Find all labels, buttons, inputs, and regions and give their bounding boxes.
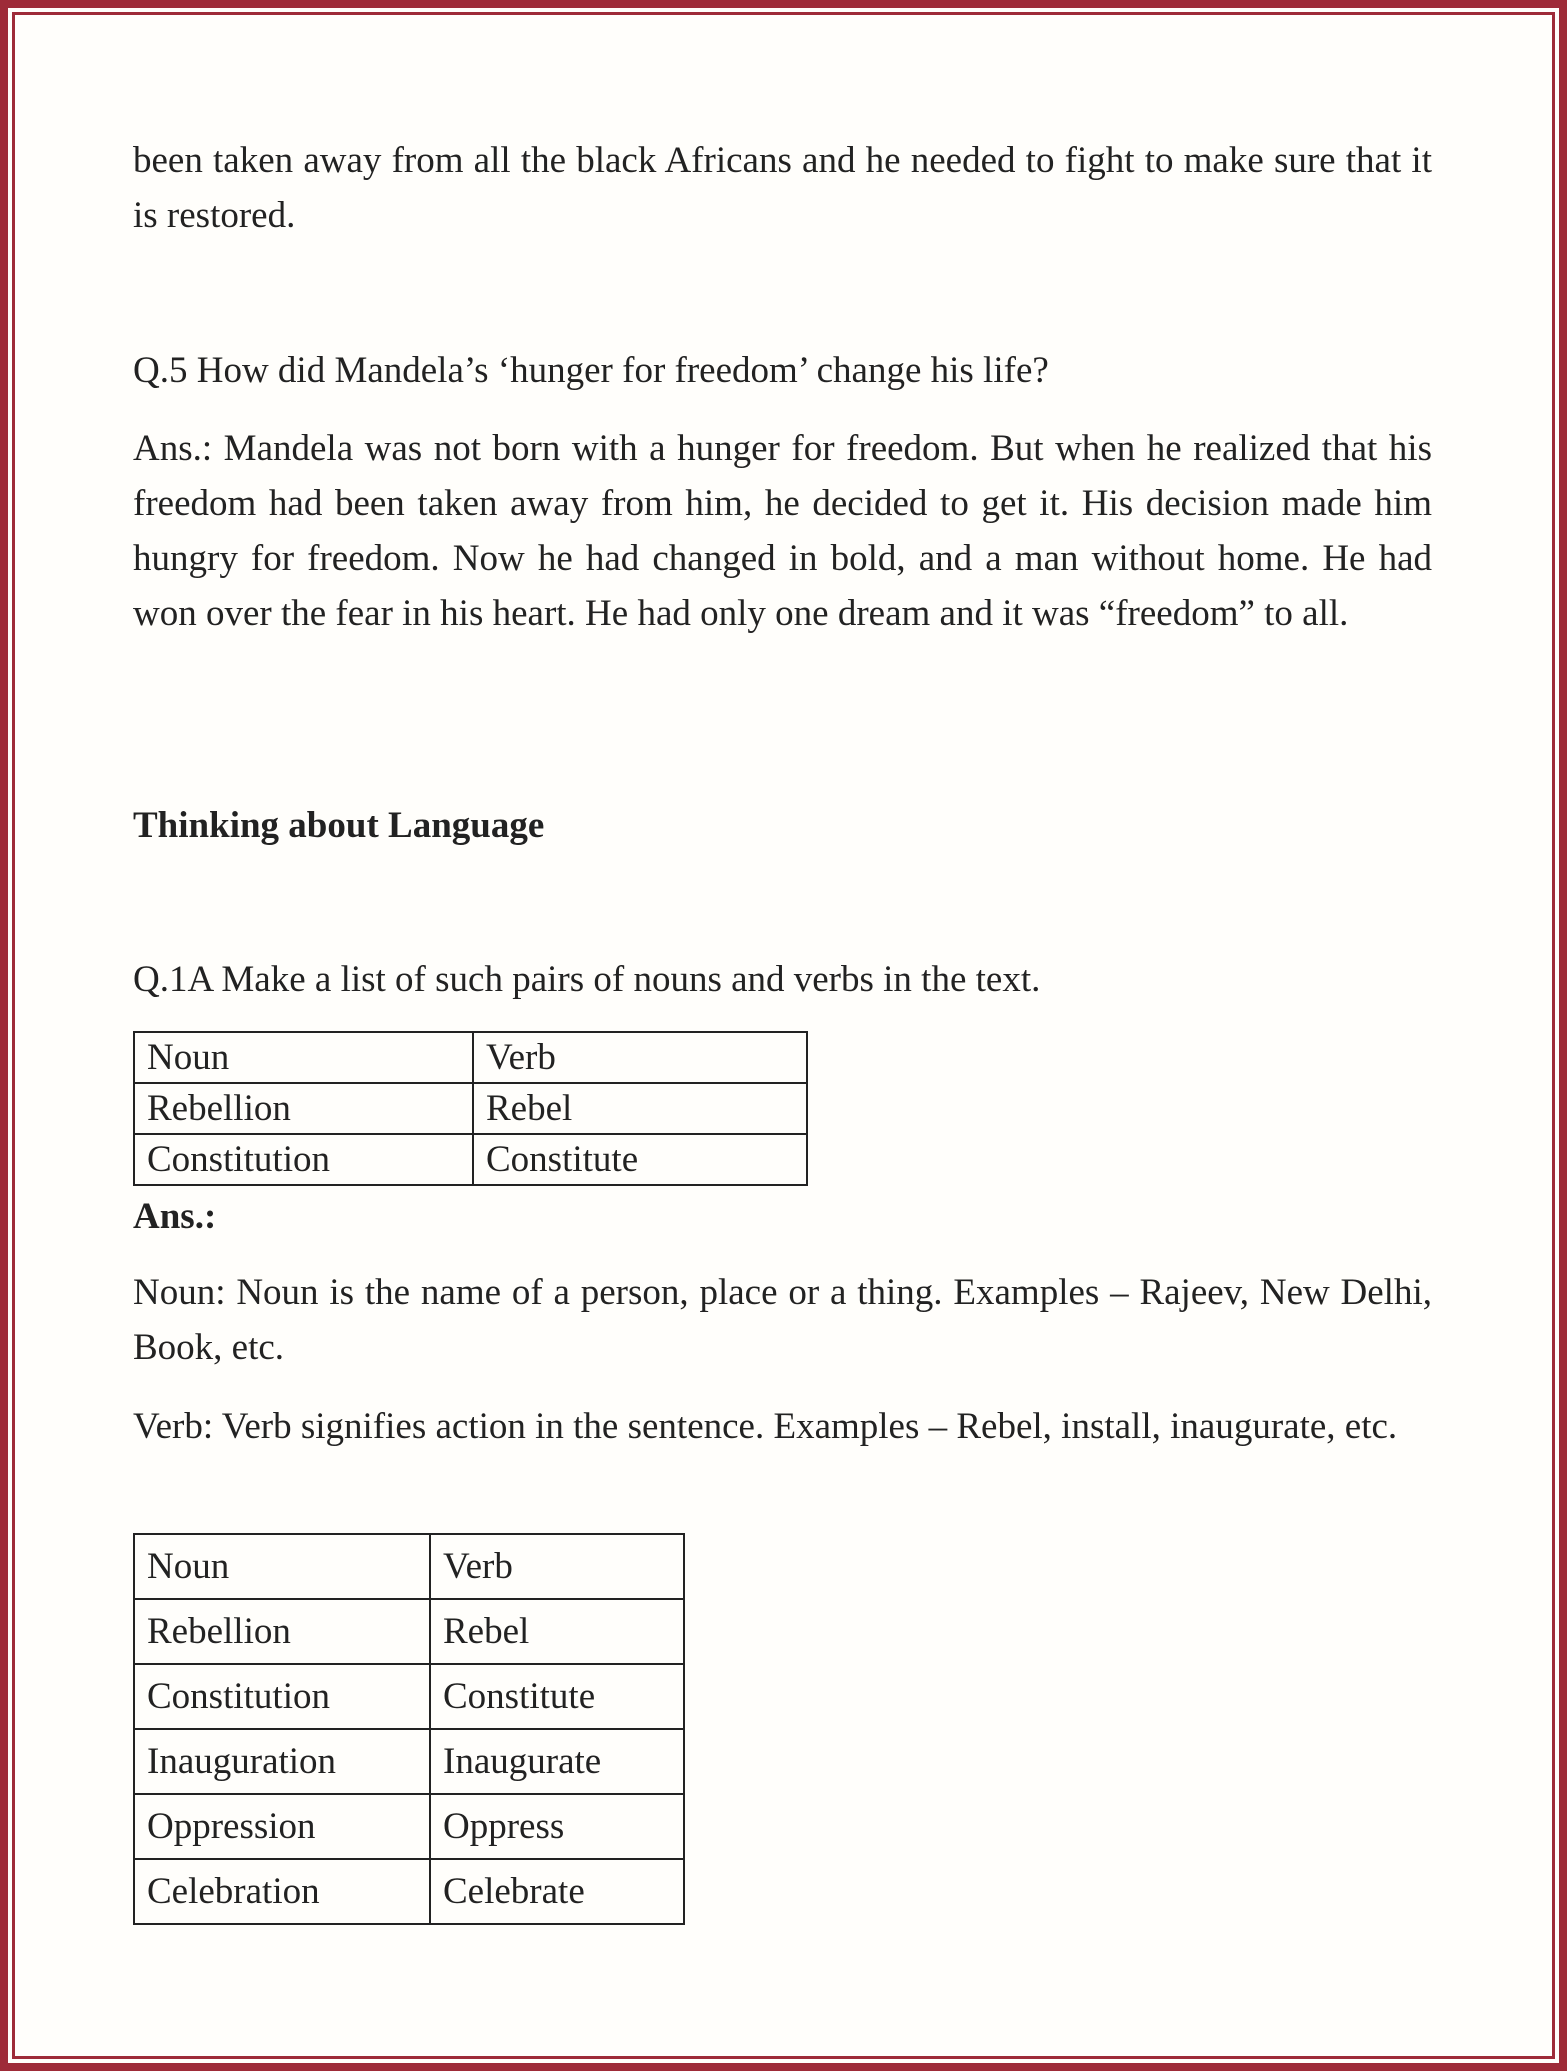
table-row [134,1729,684,1794]
noun-cell: Noun [134,1032,473,1083]
question-1a: Q.1A Make a list of such pairs of nouns and verbs in the text. [133,959,1041,1000]
section-heading: Thinking about Language [133,805,545,846]
verb-cell: Celebrate [430,1859,684,1924]
answer-5: Ans.: Mandela was not born with a hunger for freedom. But when he realized that his freedom had been taken away from him, he decided to get it. His decision made him hungry for freedom. Now he had changed in bold, and a man without home. He had won over the fear in his heart. He had only one dream and it was “freedom” to all. [133,428,1432,634]
noun-definition: Noun: Noun is the name of a person, place or a thing. Examples – Rajeev, New Delhi, Book, etc. [133,1272,1432,1368]
table-row [134,1134,807,1185]
table-row [134,1599,684,1664]
verb-cell: Inaugurate [430,1729,684,1794]
verb-cell: Oppress [430,1794,684,1859]
answer-label: Ans.: [133,1196,217,1237]
noun-cell: Constitution [134,1664,430,1729]
verb-cell: Verb [430,1534,684,1599]
table-row [134,1032,807,1083]
noun-cell: Noun [134,1534,430,1599]
table-row [134,1859,684,1924]
noun-verb-table-2 [133,1533,685,1925]
table-row [134,1534,684,1599]
verb-cell: Rebel [473,1083,807,1134]
verb-cell: Constitute [473,1134,807,1185]
noun-cell: Inauguration [134,1729,430,1794]
verb-definition: Verb: Verb signifies action in the sentence. Examples – Rebel, install, inaugurate, etc. [133,1406,1398,1447]
noun-cell: Celebration [134,1859,430,1924]
table-row [134,1794,684,1859]
table-row [134,1664,684,1729]
noun-cell: Rebellion [134,1599,430,1664]
paragraph-continued: been taken away from all the black Africans and he needed to fight to make sure that it is restored. [133,140,1432,236]
noun-verb-table-1 [133,1031,808,1186]
verb-cell: Verb [473,1032,807,1083]
noun-cell: Constitution [134,1134,473,1185]
verb-cell: Rebel [430,1599,684,1664]
table-row [134,1083,807,1134]
noun-cell: Oppression [134,1794,430,1859]
verb-cell: Constitute [430,1664,684,1729]
noun-cell: Rebellion [134,1083,473,1134]
question-5: Q.5 How did Mandela’s ‘hunger for freedom’ change his life? [133,350,1049,391]
